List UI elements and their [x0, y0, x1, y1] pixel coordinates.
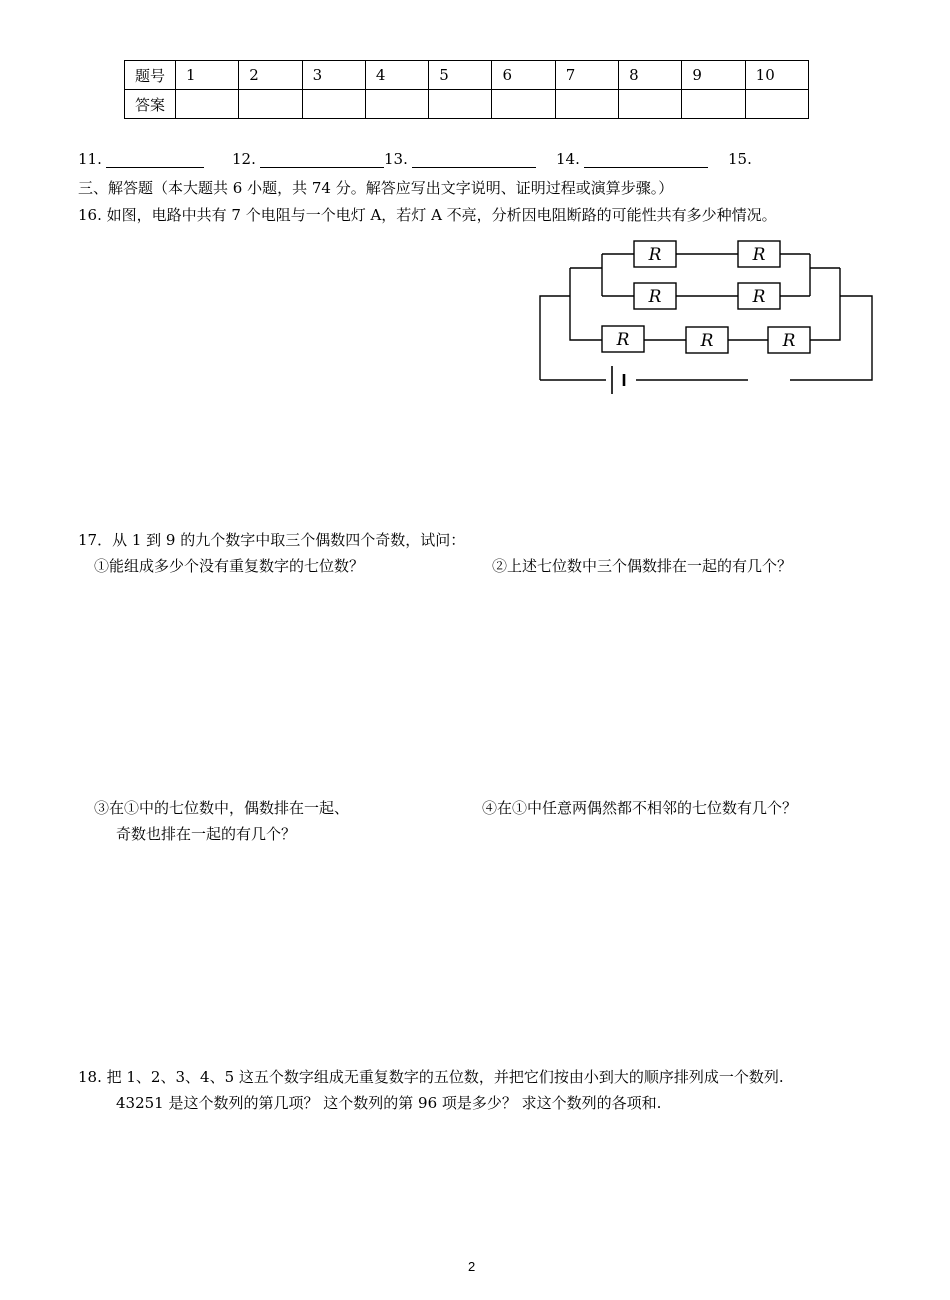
page-number: 2: [468, 1259, 476, 1274]
question-18-line2: 43251 是这个数列的第几项？ 这个数列的第 96 项是多少？ 求这个数列的各项和.: [116, 1094, 662, 1112]
answer-cell[interactable]: [745, 90, 808, 119]
answer-cell[interactable]: [682, 90, 745, 119]
blank-14: [556, 150, 708, 168]
answer-cell[interactable]: [555, 90, 618, 119]
blank-15-label: 15.: [728, 150, 752, 168]
battery-symbol: [612, 366, 624, 394]
table-cell-number: 10: [745, 61, 808, 90]
answer-cell[interactable]: [302, 90, 365, 119]
table-cell-number: 6: [492, 61, 555, 90]
blank-13-line[interactable]: [412, 151, 536, 168]
table-cell-number: 1: [176, 61, 239, 90]
table-cell-number: 7: [555, 61, 618, 90]
blank-12-label: 12.: [232, 150, 256, 168]
resistor-label: R: [648, 287, 662, 307]
answer-cell[interactable]: [619, 90, 682, 119]
question-18-line1: 18. 把 1、2、3、4、5 这五个数字组成无重复数字的五位数，并把它们按由小到大的顺序排列成一个数列.: [78, 1068, 784, 1086]
table-row-numbers: [125, 61, 809, 90]
table-cell-number: 4: [365, 61, 428, 90]
blank-11-line[interactable]: [106, 151, 204, 168]
table-row-answers: [125, 90, 809, 119]
question-17-part-3-line2: 奇数也排在一起的有几个？: [116, 825, 297, 843]
table-cell-number: 5: [429, 61, 492, 90]
blank-11-label: 11.: [78, 150, 102, 168]
blank-13: [384, 150, 536, 168]
table-cell-number: 8: [619, 61, 682, 90]
blank-12-line[interactable]: [260, 151, 384, 168]
question-17-part-1: ①能组成多少个没有重复数字的七位数？: [94, 557, 365, 575]
question-17-intro: 17．从 1 到 9 的九个数字中取三个偶数四个奇数，试问：: [78, 531, 466, 549]
blank-13-label: 13.: [384, 150, 408, 168]
blank-14-label: 14.: [556, 150, 580, 168]
resistor-label: R: [752, 245, 766, 265]
answer-cell[interactable]: [365, 90, 428, 119]
blank-15: [728, 150, 752, 168]
table-cell-number: 3: [302, 61, 365, 90]
table-cell-number: 2: [239, 61, 302, 90]
blank-11: [78, 150, 204, 168]
resistor-label: R: [700, 331, 714, 351]
question-17-part-2: ②上述七位数中三个偶数排在一起的有几个？: [492, 557, 793, 575]
circuit-diagram: [530, 230, 880, 400]
resistor-label: R: [616, 330, 630, 350]
resistor-label: R: [648, 245, 662, 265]
answer-cell[interactable]: [176, 90, 239, 119]
blank-12: [232, 150, 384, 168]
answer-cell[interactable]: [429, 90, 492, 119]
table-header-number: 题号: [125, 61, 176, 90]
answer-cell[interactable]: [492, 90, 555, 119]
blank-14-line[interactable]: [584, 151, 708, 168]
table-cell-number: 9: [682, 61, 745, 90]
question-17-part-3-line1: ③在①中的七位数中，偶数排在一起、: [94, 799, 350, 817]
answer-cell[interactable]: [239, 90, 302, 119]
section-heading: 三、解答题（本大题共 6 小题，共 74 分。解答应写出文字说明、证明过程或演算步骤。）: [78, 179, 674, 197]
table-header-answer: 答案: [125, 90, 176, 119]
question-17-part-4: ④在①中任意两偶然都不相邻的七位数有几个？: [482, 799, 798, 817]
answer-table: [124, 60, 809, 119]
resistor-label: R: [782, 331, 796, 351]
question-16-text: 16. 如图，电路中共有 7 个电阻与一个电灯 A，若灯 A 不亮，分析因电阻断路的可能性共有多少种情况。: [78, 206, 777, 224]
resistor-label: R: [752, 287, 766, 307]
